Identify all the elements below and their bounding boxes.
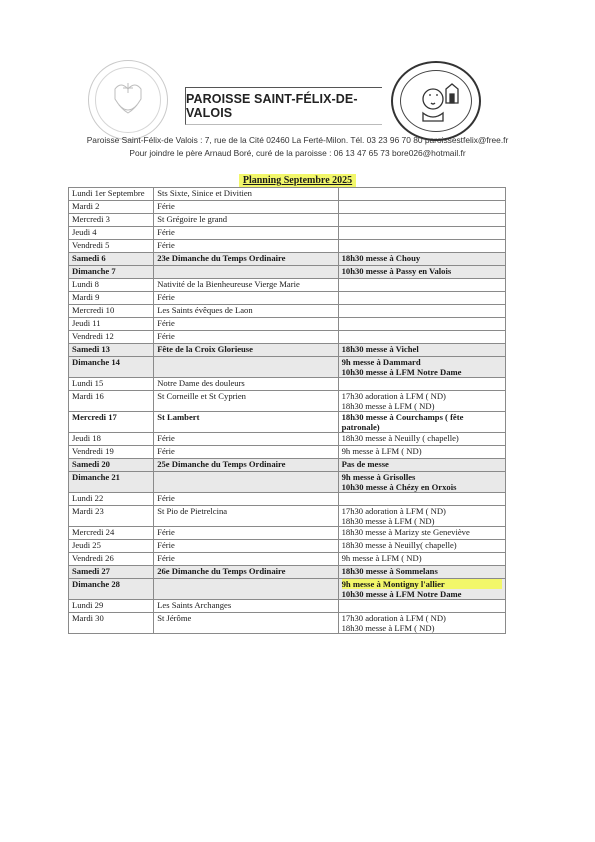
mass-cell	[338, 201, 505, 214]
mass-cell	[338, 279, 505, 292]
contact-line-parish: Paroisse Saint-Félix-de Valois : 7, rue de la Cité 02460 La Ferté-Milon. Tél. 03 23 96 70 80 paroissestfelix@free.fr	[86, 135, 509, 145]
mass-cell	[338, 188, 505, 201]
diocese-seal-logo	[88, 60, 168, 140]
mass-line: 17h30 adoration à LFM ( ND)	[341, 613, 446, 623]
feast-cell	[154, 472, 338, 493]
feast-cell: Les Saints évêques de Laon	[154, 305, 338, 318]
day-cell: Lundi 8	[69, 279, 154, 292]
planning-heading	[0, 170, 595, 188]
mass-line: 18h30 messe à LFM ( ND)	[341, 516, 435, 526]
mass-line: 10h30 messe à LFM Notre Dame	[341, 589, 462, 599]
page-title: PAROISSE SAINT-FÉLIX-DE-VALOIS	[186, 92, 358, 120]
mass-cell	[338, 391, 505, 412]
planning-title: Planning Septembre 2025	[239, 174, 356, 187]
parish-seal-logo	[391, 61, 481, 141]
mass-line: Pas de messe	[341, 459, 389, 469]
feast-cell: St Jérôme	[154, 613, 338, 634]
day-cell: Dimanche 21	[69, 472, 154, 493]
mass-line: 10h30 messe à Chézy en Orxois	[341, 482, 457, 492]
feast-cell	[154, 266, 338, 279]
mass-line: 18h30 messe à LFM ( ND)	[341, 401, 435, 411]
mass-cell	[338, 357, 505, 378]
mass-cell	[338, 566, 505, 579]
schedule-table	[68, 187, 506, 634]
table-row	[69, 240, 506, 253]
feast-cell: Nativité de la Bienheureuse Vierge Marie	[154, 279, 338, 292]
day-cell: Samedi 13	[69, 344, 154, 357]
feast-cell: Fête de la Croix Glorieuse	[154, 344, 338, 357]
day-cell: Mercredi 3	[69, 214, 154, 227]
day-cell: Mercredi 24	[69, 527, 154, 540]
table-row	[69, 391, 506, 412]
table-row	[69, 188, 506, 201]
mass-line: 10h30 messe à LFM Notre Dame	[341, 367, 462, 377]
mass-cell	[338, 240, 505, 253]
day-cell: Vendredi 26	[69, 553, 154, 566]
mass-cell	[338, 472, 505, 493]
day-cell: Dimanche 14	[69, 357, 154, 378]
feast-cell: Férie	[154, 292, 338, 305]
feast-cell: St Pio de Pietrelcina	[154, 506, 338, 527]
day-cell: Mardi 30	[69, 613, 154, 634]
feast-cell: Notre Dame des douleurs	[154, 378, 338, 391]
mass-cell	[338, 214, 505, 227]
table-row	[69, 378, 506, 391]
table-row	[69, 292, 506, 305]
mass-line: 18h30 messe à Chouy	[341, 253, 421, 263]
mass-cell	[338, 292, 505, 305]
table-row	[69, 201, 506, 214]
table-row	[69, 412, 506, 433]
table-row	[69, 227, 506, 240]
mass-line: 17h30 adoration à LFM ( ND)	[341, 506, 446, 516]
feast-cell: Férie	[154, 446, 338, 459]
day-cell: Samedi 6	[69, 253, 154, 266]
day-cell: Lundi 29	[69, 600, 154, 613]
mass-cell	[338, 227, 505, 240]
mass-line: 9h messe à Grisolles	[341, 472, 416, 482]
mass-line: 18h30 messe à Courchamps ( fête patronale)	[341, 412, 464, 432]
mass-cell	[338, 527, 505, 540]
mass-line: 9h messe à Montigny l'allier	[342, 579, 502, 589]
mass-line: 18h30 messe à Vichel	[341, 344, 419, 354]
table-row	[69, 214, 506, 227]
feast-cell: 26e Dimanche du Temps Ordinaire	[154, 566, 338, 579]
table-row	[69, 433, 506, 446]
day-cell: Jeudi 25	[69, 540, 154, 553]
day-cell: Jeudi 11	[69, 318, 154, 331]
mass-cell	[338, 493, 505, 506]
table-row	[69, 472, 506, 493]
mass-cell	[338, 600, 505, 613]
feast-cell: St Grégoire le grand	[154, 214, 338, 227]
table-row	[69, 579, 506, 600]
mass-cell	[338, 579, 505, 600]
mass-cell	[338, 266, 505, 279]
day-cell: Mardi 16	[69, 391, 154, 412]
table-row	[69, 344, 506, 357]
day-cell: Lundi 15	[69, 378, 154, 391]
mass-cell	[338, 553, 505, 566]
table-row	[69, 527, 506, 540]
table-row	[69, 506, 506, 527]
mass-cell	[338, 253, 505, 266]
feast-cell: Férie	[154, 540, 338, 553]
day-cell: Samedi 27	[69, 566, 154, 579]
mass-cell	[338, 506, 505, 527]
mass-cell	[338, 412, 505, 433]
mass-line: 10h30 messe à Passy en Valois	[341, 266, 452, 276]
table-row	[69, 357, 506, 378]
day-cell: Mercredi 10	[69, 305, 154, 318]
table-row	[69, 613, 506, 634]
day-cell: Samedi 20	[69, 459, 154, 472]
mass-line: 18h30 messe à LFM ( ND)	[341, 623, 435, 633]
feast-cell: 25e Dimanche du Temps Ordinaire	[154, 459, 338, 472]
mass-line: 18h30 messe à Sommelans	[341, 566, 438, 576]
feast-cell	[154, 579, 338, 600]
day-cell: Jeudi 18	[69, 433, 154, 446]
mass-cell	[338, 446, 505, 459]
table-row	[69, 253, 506, 266]
table-row	[69, 600, 506, 613]
mass-line: 17h30 adoration à LFM ( ND)	[341, 391, 446, 401]
feast-cell: Férie	[154, 318, 338, 331]
table-row	[69, 540, 506, 553]
table-row	[69, 331, 506, 344]
table-row	[69, 279, 506, 292]
day-cell: Dimanche 28	[69, 579, 154, 600]
feast-cell: Férie	[154, 227, 338, 240]
mass-cell	[338, 331, 505, 344]
feast-cell: Férie	[154, 493, 338, 506]
table-row	[69, 266, 506, 279]
contact-line-priest: Pour joindre le père Arnaud Boré, curé de la paroisse : 06 13 47 65 73 bore026@hotmail.fr	[129, 148, 466, 158]
day-cell: Lundi 22	[69, 493, 154, 506]
day-cell: Mardi 9	[69, 292, 154, 305]
mass-cell	[338, 433, 505, 446]
feast-cell: Férie	[154, 433, 338, 446]
day-cell: Mardi 23	[69, 506, 154, 527]
mass-line: 9h messe à LFM ( ND)	[341, 553, 422, 563]
mass-cell	[338, 344, 505, 357]
feast-cell: St Corneille et St Cyprien	[154, 391, 338, 412]
day-cell: Vendredi 19	[69, 446, 154, 459]
table-row	[69, 493, 506, 506]
mass-cell	[338, 613, 505, 634]
day-cell: Jeudi 4	[69, 227, 154, 240]
feast-cell: Férie	[154, 331, 338, 344]
feast-cell: St Lambert	[154, 412, 338, 433]
feast-cell	[154, 357, 338, 378]
mass-line: 18h30 messe à Neuilly( chapelle)	[341, 540, 457, 550]
mass-line: 18h30 messe à Marizy ste Geneviève	[341, 527, 470, 537]
day-cell: Dimanche 7	[69, 266, 154, 279]
mass-line: 9h messe à Dammard	[341, 357, 421, 367]
header-title-box	[185, 87, 382, 125]
table-row	[69, 553, 506, 566]
feast-cell: Férie	[154, 527, 338, 540]
mass-cell	[338, 378, 505, 391]
table-row	[69, 305, 506, 318]
feast-cell: 23e Dimanche du Temps Ordinaire	[154, 253, 338, 266]
day-cell: Vendredi 12	[69, 331, 154, 344]
table-row	[69, 459, 506, 472]
feast-cell: Sts Sixte, Sinice et Divitien	[154, 188, 338, 201]
feast-cell: Férie	[154, 240, 338, 253]
table-row	[69, 446, 506, 459]
day-cell: Mercredi 17	[69, 412, 154, 433]
feast-cell: Férie	[154, 201, 338, 214]
mass-cell	[338, 318, 505, 331]
feast-cell: Férie	[154, 553, 338, 566]
table-row	[69, 318, 506, 331]
feast-cell: Les Saints Archanges	[154, 600, 338, 613]
mass-cell	[338, 305, 505, 318]
day-cell: Lundi 1er Septembre	[69, 188, 154, 201]
mass-line: 9h messe à LFM ( ND)	[341, 446, 422, 456]
mass-cell	[338, 540, 505, 553]
mass-line: 18h30 messe à Neuilly ( chapelle)	[341, 433, 459, 443]
mass-cell	[338, 459, 505, 472]
day-cell: Mardi 2	[69, 201, 154, 214]
day-cell: Vendredi 5	[69, 240, 154, 253]
table-row	[69, 566, 506, 579]
